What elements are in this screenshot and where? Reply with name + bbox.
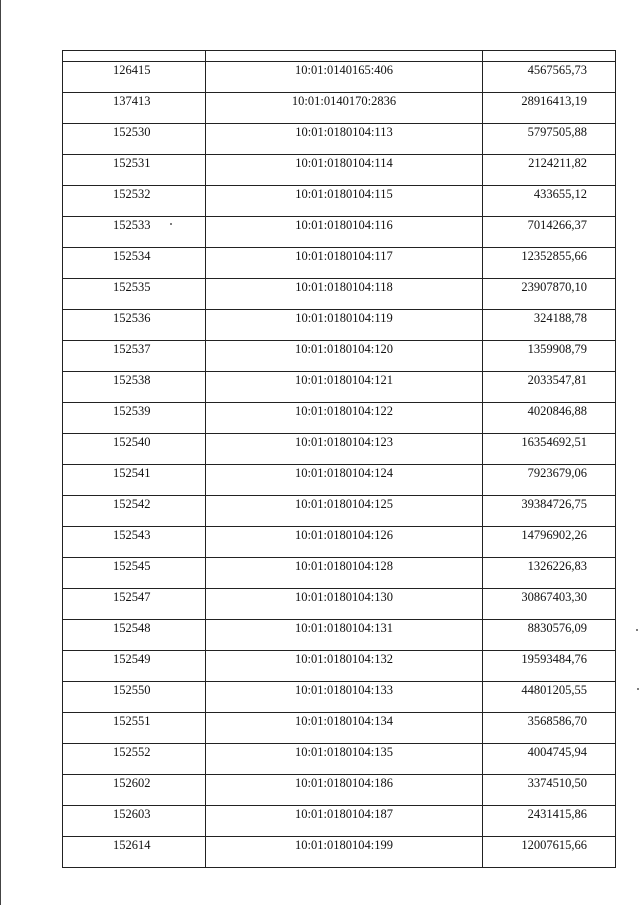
- row-number-cell: 126415: [63, 62, 206, 93]
- cadastral-number-cell: 10:01:0180104:121: [206, 372, 483, 403]
- row-number-cell: 137413: [63, 93, 206, 124]
- cadastral-value-cell: 28916413,19: [483, 93, 616, 124]
- cadastral-value-cell: 8830576,09: [483, 620, 616, 651]
- cadastral-number-cell: 10:01:0140165:406: [206, 62, 483, 93]
- row-number-cell: 152550: [63, 682, 206, 713]
- row-number-cell: 152603: [63, 806, 206, 837]
- cadastral-number-cell: 10:01:0180104:118: [206, 279, 483, 310]
- table-row: [63, 651, 616, 682]
- row-number-cell: 152542: [63, 496, 206, 527]
- cadastral-number-cell: 10:01:0180104:126: [206, 527, 483, 558]
- cadastral-value-cell: 5797505,88: [483, 124, 616, 155]
- cadastral-value-cell: 4020846,88: [483, 403, 616, 434]
- cadastral-number-cell: 10:01:0180104:187: [206, 806, 483, 837]
- table-row: [63, 434, 616, 465]
- property-value-table: [62, 50, 616, 868]
- cadastral-value-cell: 44801205,55: [483, 682, 616, 713]
- row-number-cell: 152539: [63, 403, 206, 434]
- cadastral-value-cell: 4004745,94: [483, 744, 616, 775]
- cadastral-number-cell: 10:01:0180104:186: [206, 775, 483, 806]
- cadastral-value-cell: 12007615,66: [483, 837, 616, 868]
- table-row: [63, 403, 616, 434]
- row-number-cell: 152547: [63, 589, 206, 620]
- cadastral-number-cell: 10:01:0180104:117: [206, 248, 483, 279]
- table-row: [63, 341, 616, 372]
- cadastral-value-cell: 4567565,73: [483, 62, 616, 93]
- row-number-cell: 152549: [63, 651, 206, 682]
- cadastral-value-cell: 3374510,50: [483, 775, 616, 806]
- cadastral-value-cell: 14796902,26: [483, 527, 616, 558]
- cadastral-value-cell: 433655,12: [483, 186, 616, 217]
- row-number-cell: 152536: [63, 310, 206, 341]
- cadastral-value-cell: 2033547,81: [483, 372, 616, 403]
- cadastral-number-cell: 10:01:0180104:130: [206, 589, 483, 620]
- table-row: [63, 155, 616, 186]
- row-number-cell: 152534: [63, 248, 206, 279]
- row-number-cell: 152545: [63, 558, 206, 589]
- header-cell: [206, 51, 483, 62]
- cadastral-value-cell: 16354692,51: [483, 434, 616, 465]
- cadastral-value-cell: 2124211,82: [483, 155, 616, 186]
- cadastral-value-cell: 2431415,86: [483, 806, 616, 837]
- cadastral-value-cell: 12352855,66: [483, 248, 616, 279]
- cadastral-number-cell: 10:01:0180104:124: [206, 465, 483, 496]
- table-row: [63, 93, 616, 124]
- table-row: [63, 682, 616, 713]
- header-cell: [483, 51, 616, 62]
- cadastral-number-cell: 10:01:0180104:113: [206, 124, 483, 155]
- table-row: [63, 558, 616, 589]
- cadastral-number-cell: 10:01:0180104:128: [206, 558, 483, 589]
- cadastral-number-cell: 10:01:0180104:123: [206, 434, 483, 465]
- row-number-cell: 152531: [63, 155, 206, 186]
- scan-speck: [637, 688, 639, 690]
- row-number-cell: 152543: [63, 527, 206, 558]
- table-row: [63, 186, 616, 217]
- row-number-cell: 152530: [63, 124, 206, 155]
- cadastral-number-cell: 10:01:0180104:119: [206, 310, 483, 341]
- cadastral-number-cell: 10:01:0180104:131: [206, 620, 483, 651]
- row-number-cell: 152548: [63, 620, 206, 651]
- row-number-cell: 152535: [63, 279, 206, 310]
- row-number-cell: 152541: [63, 465, 206, 496]
- cadastral-number-cell: 10:01:0180104:132: [206, 651, 483, 682]
- header-cell: [63, 51, 206, 62]
- cadastral-value-cell: 30867403,30: [483, 589, 616, 620]
- table-row: [63, 620, 616, 651]
- cadastral-value-cell: 19593484,76: [483, 651, 616, 682]
- row-number-cell: 152614: [63, 837, 206, 868]
- row-number-cell: 152533: [63, 217, 206, 248]
- table-row: [63, 589, 616, 620]
- row-number-cell: 152537: [63, 341, 206, 372]
- cadastral-value-cell: 39384726,75: [483, 496, 616, 527]
- table-row: [63, 124, 616, 155]
- cadastral-number-cell: 10:01:0180104:135: [206, 744, 483, 775]
- row-number-cell: 152551: [63, 713, 206, 744]
- cadastral-number-cell: 10:01:0180104:120: [206, 341, 483, 372]
- table-row: [63, 806, 616, 837]
- cadastral-value-cell: 1359908,79: [483, 341, 616, 372]
- table-row: [63, 527, 616, 558]
- cadastral-number-cell: 10:01:0180104:125: [206, 496, 483, 527]
- page-edge-line: [0, 0, 1, 905]
- row-number-cell: 152540: [63, 434, 206, 465]
- cadastral-value-cell: 23907870,10: [483, 279, 616, 310]
- cadastral-value-cell: 7923679,06: [483, 465, 616, 496]
- table-row: [63, 837, 616, 868]
- cadastral-value-cell: 7014266,37: [483, 217, 616, 248]
- cadastral-value-cell: 1326226,83: [483, 558, 616, 589]
- cadastral-value-cell: 324188,78: [483, 310, 616, 341]
- scan-speck: [636, 629, 638, 631]
- cadastral-number-cell: 10:01:0180104:134: [206, 713, 483, 744]
- table-row: [63, 279, 616, 310]
- table-row: [63, 775, 616, 806]
- table-row: [63, 248, 616, 279]
- cadastral-number-cell: 10:01:0180104:114: [206, 155, 483, 186]
- table-row: [63, 372, 616, 403]
- row-number-cell: 152532: [63, 186, 206, 217]
- table-row: [63, 62, 616, 93]
- table-row: [63, 744, 616, 775]
- cadastral-value-cell: 3568586,70: [483, 713, 616, 744]
- table-header-row: [63, 51, 616, 62]
- row-number-cell: 152552: [63, 744, 206, 775]
- cadastral-number-cell: 10:01:0140170:2836: [206, 93, 483, 124]
- row-number-cell: 152538: [63, 372, 206, 403]
- cadastral-number-cell: 10:01:0180104:199: [206, 837, 483, 868]
- cadastral-number-cell: 10:01:0180104:133: [206, 682, 483, 713]
- table-body: [63, 51, 616, 868]
- table-row: [63, 713, 616, 744]
- table-row: [63, 496, 616, 527]
- table-row: [63, 465, 616, 496]
- cadastral-number-cell: 10:01:0180104:116: [206, 217, 483, 248]
- row-number-cell: 152602: [63, 775, 206, 806]
- table-row: [63, 310, 616, 341]
- table-row: [63, 217, 616, 248]
- cadastral-number-cell: 10:01:0180104:122: [206, 403, 483, 434]
- cadastral-number-cell: 10:01:0180104:115: [206, 186, 483, 217]
